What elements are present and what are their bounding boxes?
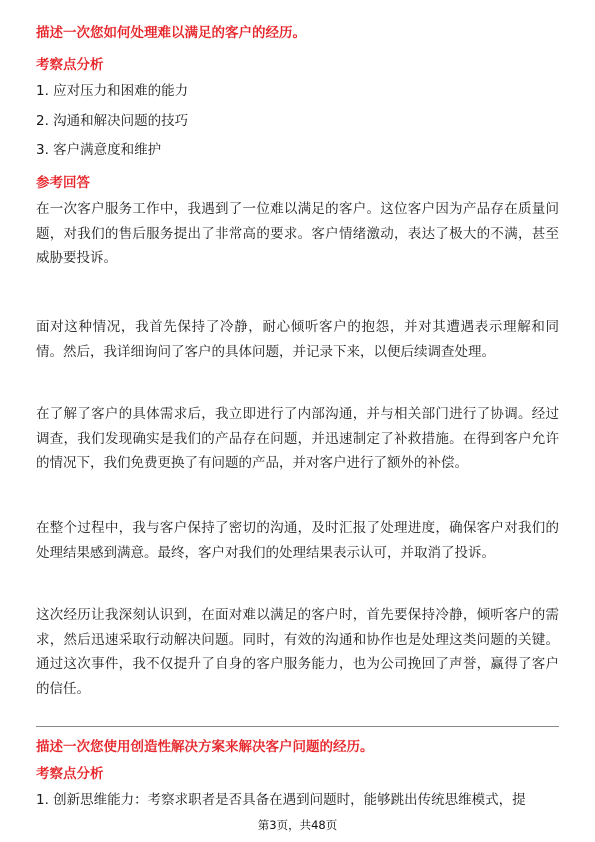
page-footer: 第3页，共48页 [257, 818, 338, 832]
answer-paragraph-4: 在整个过程中，我与客户保持了密切的沟通，及时汇报了处理进度，确保客户对我们的处理结果感到满意。最终，客户对我们的处理结果表示认可，并取消了投诉。 [36, 520, 559, 561]
question-1-points-label: 考察点分析 [36, 57, 104, 73]
question-1-point-2: 2. 沟通和解决问题的技巧 [36, 113, 189, 129]
question-2-title: 描述一次您使用创造性解决方案来解决客户问题的经历。 [36, 739, 374, 755]
answer-paragraph-3: 在了解了客户的具体需求后，我立即进行了内部沟通，并与相关部门进行了协调。经过调查，我们发现确实是我们的产品存在问题，并迅速制定了补救措施。在得到客户允许的情况下，我们免费更换了有问题的产品，并对客户进行了额外的补偿。 [36, 406, 559, 472]
question-1-answer-label: 参考回答 [36, 175, 90, 191]
answer-paragraph-1: 在一次客户服务工作中，我遇到了一位难以满足的客户。这位客户因为产品存在质量问题，对我们的售后服务提出了非常高的要求。客户情绪激动，表达了极大的不满，甚至威胁要投诉。 [36, 201, 559, 267]
answer-paragraph-2: 面对这种情况，我首先保持了冷静，耐心倾听客户的抱怨，并对其遭遇表示理解和同情。然后，我详细询问了客户的具体问题，并记录下来，以便后续调查处理。 [36, 319, 559, 360]
question-2-point-1: 1. 创新思维能力：考察求职者是否具备在遇到问题时，能够跳出传统思维模式，提 [36, 792, 526, 808]
question-1-point-3: 3. 客户满意度和维护 [36, 142, 162, 158]
section-divider [36, 726, 559, 727]
question-1-point-1: 1. 应对压力和困难的能力 [36, 83, 189, 99]
answer-paragraph-5: 这次经历让我深刻认识到，在面对难以满足的客户时，首先要保持冷静，倾听客户的需求，然后迅速采取行动解决问题。同时，有效的沟通和协作也是处理这类问题的关键。通过这次事件，我不仅提升了自身的客户服务能力，也为公司挽回了声誉，赢得了客户的信任。 [36, 607, 559, 697]
question-2-points-label: 考察点分析 [36, 766, 104, 782]
question-1-title: 描述一次您如何处理难以满足的客户的经历。 [36, 25, 306, 41]
